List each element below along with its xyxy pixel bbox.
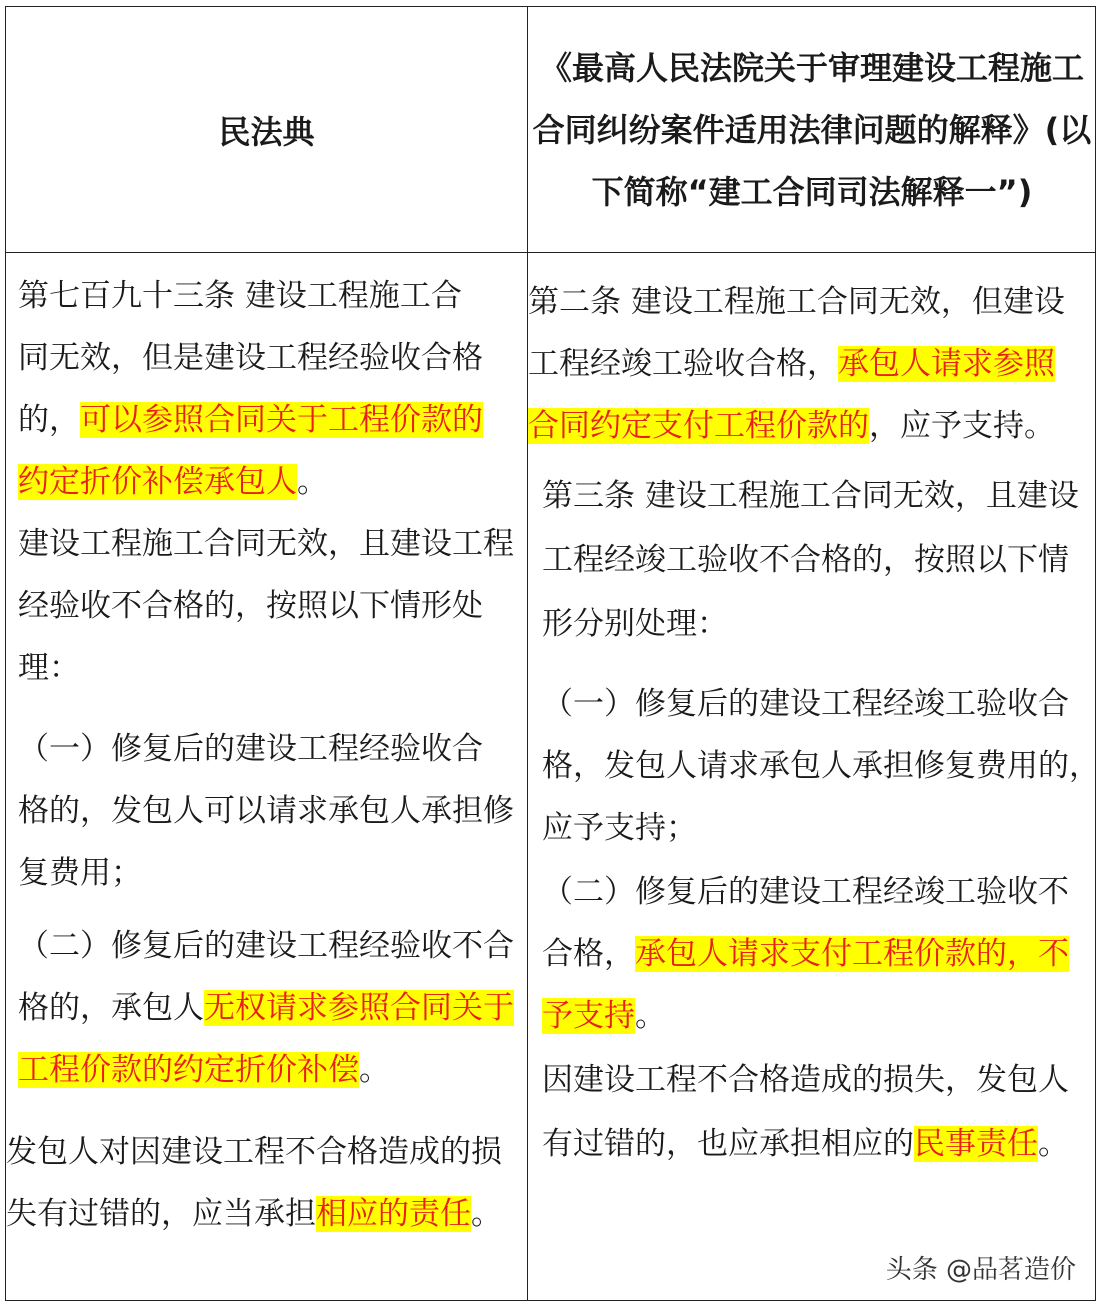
header-right xyxy=(528,7,1096,252)
text-line xyxy=(528,395,1096,457)
text-run: ，应予支持。 xyxy=(869,408,1055,444)
header-left-title: 民法典 xyxy=(218,112,315,151)
text-line xyxy=(542,1113,1096,1175)
highlighted-text: 约定折价补偿承包人 xyxy=(18,464,297,500)
highlighted-text: 合同约定支付工程价款的 xyxy=(528,408,869,444)
highlighted-text: 工程价款的约定折价补偿 xyxy=(18,1052,359,1088)
text-run: 。 xyxy=(359,1052,390,1088)
text-run: 格的，承包人 xyxy=(18,990,204,1026)
text-run: 。 xyxy=(1038,1126,1069,1162)
text-line: 第七百九十三条 建设工程施工合 xyxy=(18,278,462,314)
text-run: 合格， xyxy=(542,936,635,972)
text-line: 经验收不合格的，按照以下情形处 xyxy=(18,588,483,624)
text-line xyxy=(18,389,527,451)
text-line: 格的，发包人可以请求承包人承担修 xyxy=(18,793,514,829)
text-line: 理： xyxy=(18,650,80,686)
text-line xyxy=(18,1039,527,1101)
header-right-line: 合同纠纷案件适用法律问题的解释》(以 xyxy=(532,110,1092,149)
text-line xyxy=(542,923,1096,985)
text-run: 工程经竣工验收合格， xyxy=(528,346,838,382)
text-line xyxy=(6,1183,527,1245)
text-line: 建设工程施工合同无效，且建设工程 xyxy=(18,526,514,562)
highlighted-text: 相应的责任 xyxy=(316,1196,471,1232)
header-right-line: 《最高人民法院关于审理建设工程施工 xyxy=(539,48,1084,87)
text-line: 工程经竣工验收不合格的，按照以下情 xyxy=(542,542,1069,578)
text-line xyxy=(18,977,527,1039)
text-line: 第二条 建设工程施工合同无效，但建设 xyxy=(528,284,1065,320)
text-line: （二）修复后的建设工程经竣工验收不 xyxy=(542,874,1069,910)
text-line xyxy=(542,985,1096,1047)
text-line: 发包人对因建设工程不合格造成的损 xyxy=(6,1134,502,1170)
text-line: （一）修复后的建设工程经竣工验收合 xyxy=(542,686,1069,722)
text-run: 。 xyxy=(297,464,328,500)
text-line: 因建设工程不合格造成的损失，发包人 xyxy=(542,1062,1069,1098)
text-run: 。 xyxy=(635,998,666,1034)
text-run: 失有过错的，应当承担 xyxy=(6,1196,316,1232)
text-line xyxy=(528,333,1096,395)
text-line: （一）修复后的建设工程经验收合 xyxy=(18,731,483,767)
text-line xyxy=(18,451,527,513)
text-run: 有过错的，也应承担相应的 xyxy=(542,1126,914,1162)
text-line: 复费用； xyxy=(18,855,142,891)
header-left xyxy=(6,7,527,252)
header-right-line: 下简称“建工合同司法解释一”) xyxy=(591,172,1033,211)
text-run: 的， xyxy=(18,402,80,438)
highlighted-text: 承包人请求支付工程价款的，不 xyxy=(635,936,1069,972)
text-line: 形分别处理： xyxy=(542,606,728,642)
text-line: 应予支持； xyxy=(542,810,697,846)
highlighted-text: 予支持 xyxy=(542,998,635,1034)
text-line: （二）修复后的建设工程经验收不合 xyxy=(18,928,514,964)
text-line: 第三条 建设工程施工合同无效，且建设 xyxy=(542,478,1079,514)
highlighted-text: 民事责任 xyxy=(914,1126,1038,1162)
watermark: 头条 @品茗造价 xyxy=(885,1255,1076,1285)
highlighted-text: 承包人请求参照 xyxy=(838,346,1055,382)
highlighted-text: 无权请求参照合同关于 xyxy=(204,990,514,1026)
highlighted-text: 可以参照合同关于工程价款的 xyxy=(80,402,483,438)
text-line: 格，发包人请求承包人承担修复费用的， xyxy=(542,748,1100,784)
text-line: 同无效，但是建设工程经验收合格 xyxy=(18,340,483,376)
text-run: 。 xyxy=(471,1196,502,1232)
comparison-table xyxy=(5,6,1100,1301)
header-divider xyxy=(6,252,1095,253)
